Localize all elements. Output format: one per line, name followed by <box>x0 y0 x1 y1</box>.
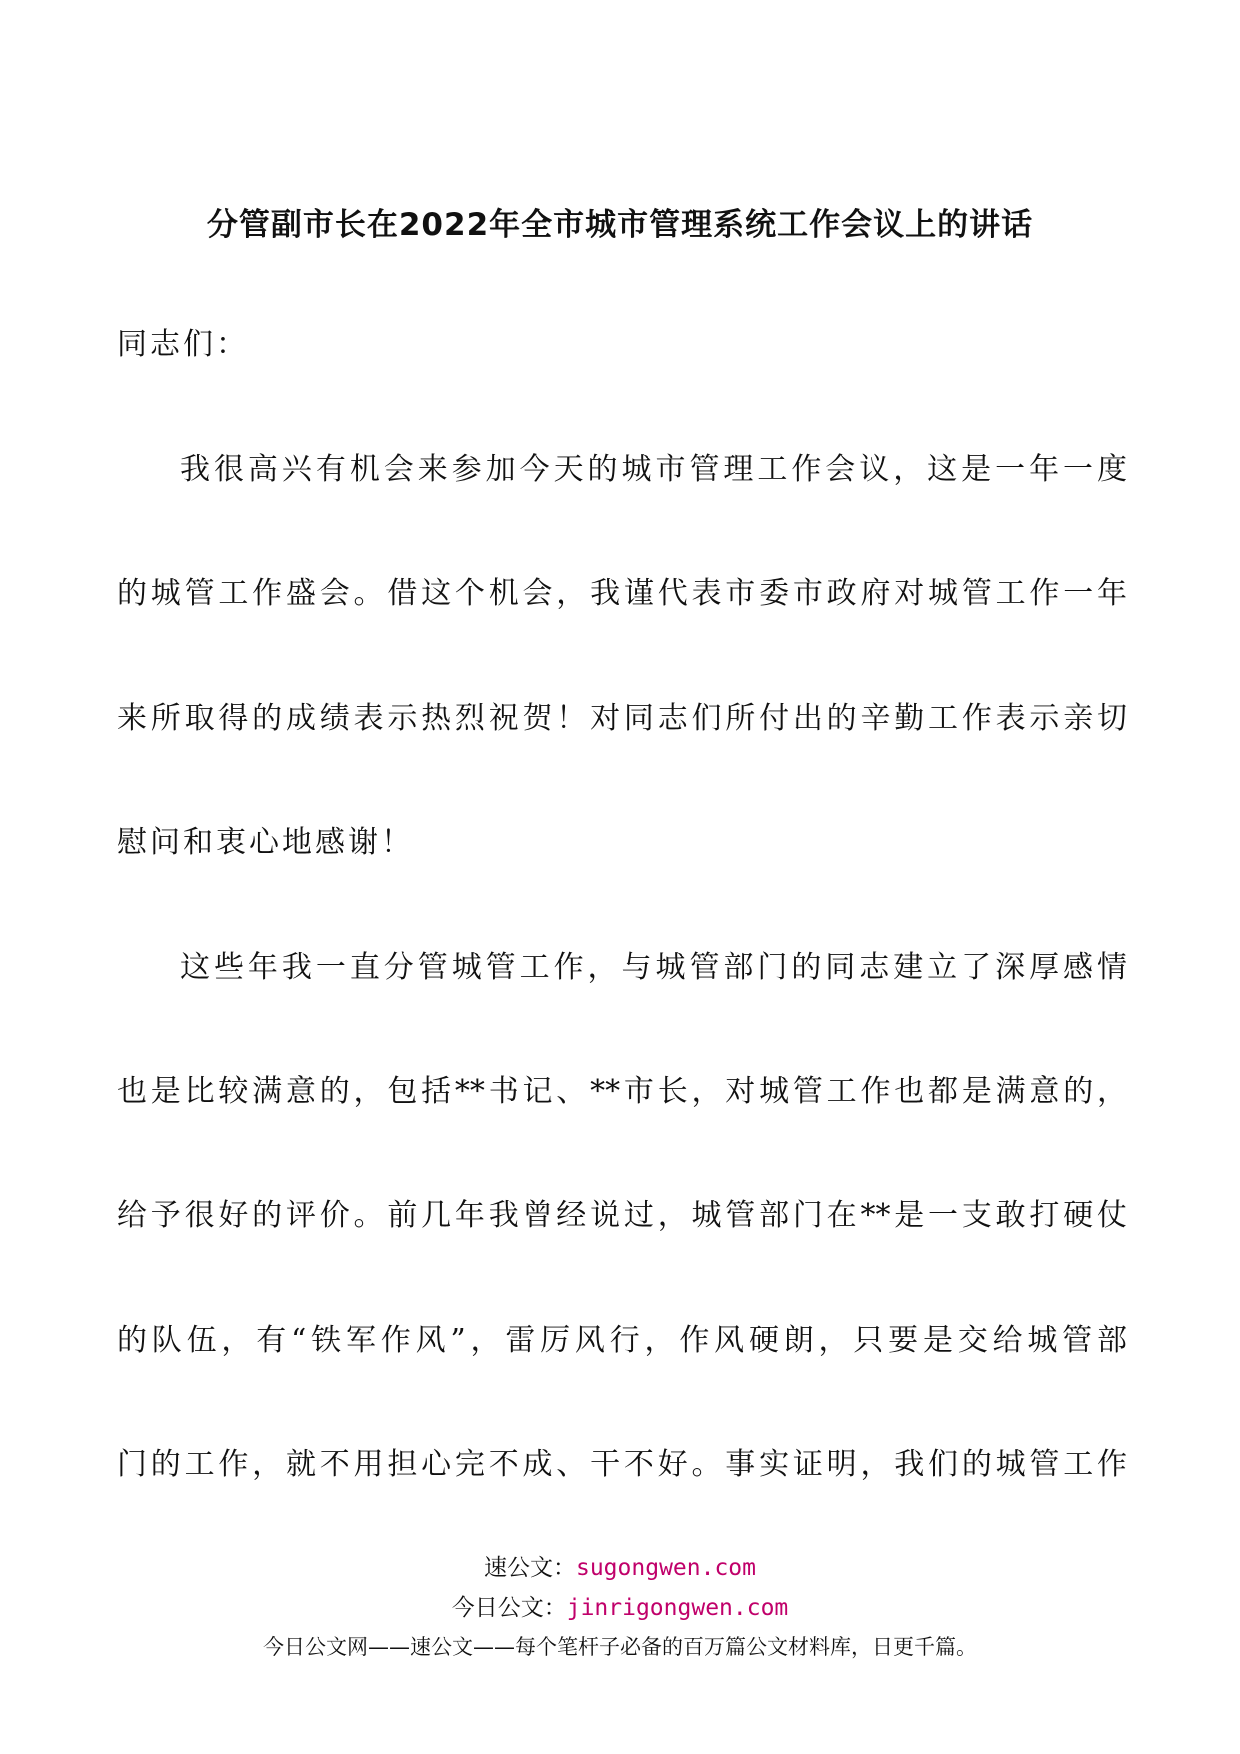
paragraph-line: 这些年我一直分管城管工作，与城管部门的同志建立了深厚感情 <box>180 950 1127 985</box>
footer-slogan: 今日公文网——速公文——每个笔杆子必备的百万篇公文材料库，日更千篇。 <box>263 1635 977 1659</box>
paragraph-line: 的城管工作盛会。借这个机会，我谨代表市委市政府对城管工作一年 <box>117 576 1127 611</box>
paragraph-line: 慰问和衷心地感谢！ <box>117 825 414 860</box>
footer-jinrigongwen <box>0 1593 1240 1623</box>
footer-label-sugongwen: 速公文： <box>483 1555 576 1581</box>
footer-link-jinrigongwen[interactable]: jinrigongwen.com <box>566 1595 789 1621</box>
paragraph-line: 的队伍，有“铁军作风”，雷厉风行，作风硬朗，只要是交给城管部 <box>117 1323 1127 1358</box>
footer-link-sugongwen[interactable]: sugongwen.com <box>575 1555 756 1581</box>
salutation: 同志们： <box>117 327 249 362</box>
paragraph-line: 也是比较满意的，包括**书记、**市长，对城管工作也都是满意的， <box>117 1074 1127 1109</box>
document-title: 分管副市长在2022年全市城市管理系统工作会议上的讲话 <box>206 207 1034 243</box>
paragraph-line: 门的工作，就不用担心完不成、干不好。事实证明，我们的城管工作 <box>117 1447 1127 1482</box>
footer-sugongwen <box>0 1553 1240 1583</box>
paragraph-line: 给予很好的评价。前几年我曾经说过，城管部门在**是一支敢打硬仗 <box>117 1198 1127 1233</box>
paragraph-line: 我很高兴有机会来参加今天的城市管理工作会议，这是一年一度 <box>180 452 1127 487</box>
paragraph-line: 来所取得的成绩表示热烈祝贺！对同志们所付出的辛勤工作表示亲切 <box>117 701 1127 736</box>
footer-label-jinrigongwen: 今日公文： <box>451 1595 567 1621</box>
